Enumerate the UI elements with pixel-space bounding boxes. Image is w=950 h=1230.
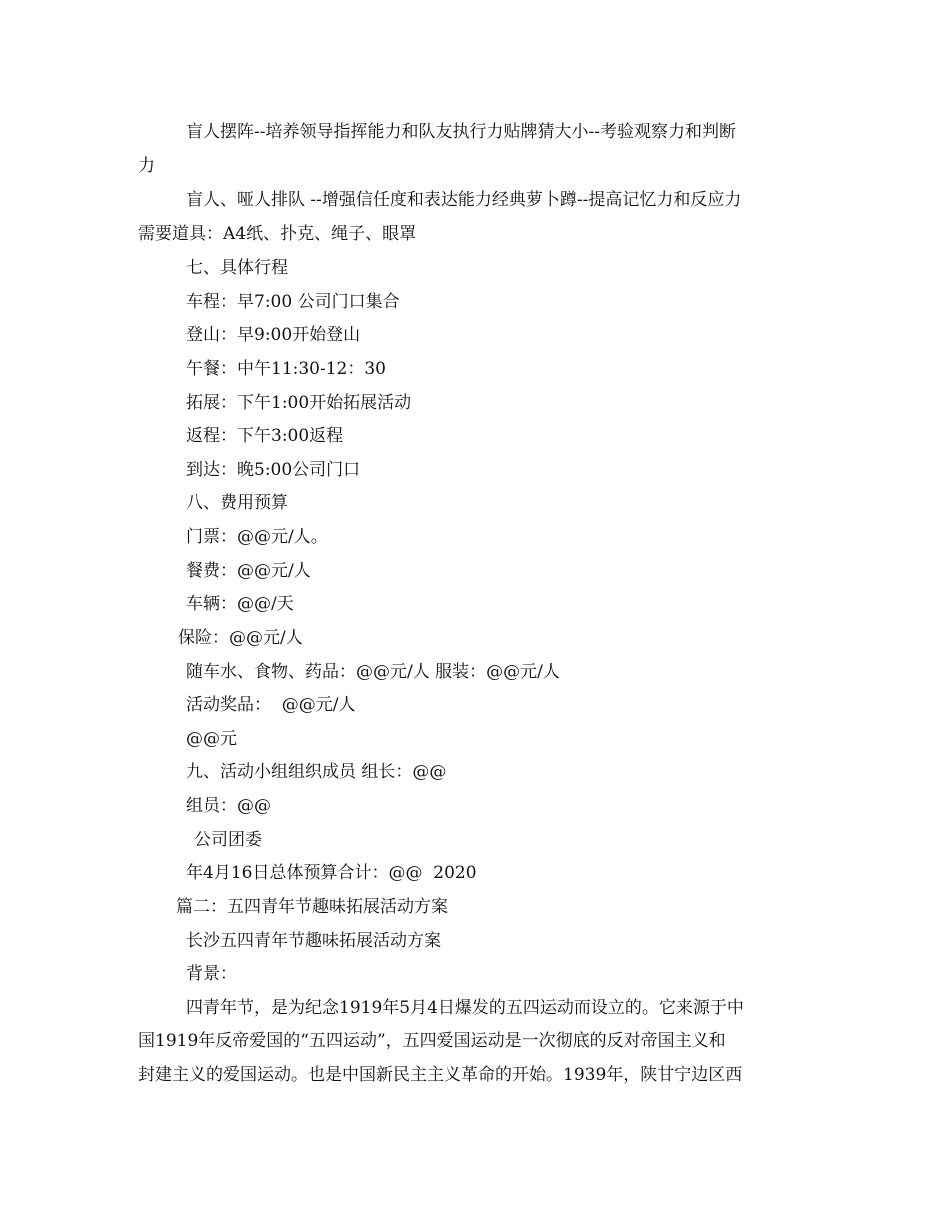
text-line: 活动奖品： @@元/人 (186, 695, 356, 715)
text-line: 封建主义的爱国运动。也是中国新民主主义革命的开始。1939年，陕甘宁边区西 (138, 1065, 743, 1085)
section-heading: 八、费用预算 (186, 493, 288, 513)
text-line: 国1919年反帝爱国的“五四运动”，五四爱国运动是一次彻底的反对帝国主义和 (138, 1031, 726, 1051)
text-line: 年4月16日总体预算合计：@@ 2020 (186, 863, 477, 883)
text-line: 组员：@@ (186, 796, 271, 816)
text-line: 盲人摆阵--培养领导指挥能力和队友执行力贴牌猜大小--考验观察力和判断 (186, 122, 736, 142)
text-line: 背景： (186, 964, 237, 984)
text-line: 拓展：下午1:00开始拓展活动 (186, 393, 412, 413)
text-line: 力 (138, 156, 155, 176)
text-line: @@元 (186, 729, 237, 749)
text-line: 到达：晚5:00公司门口 (186, 460, 361, 480)
text-line: 返程：下午3:00返程 (186, 426, 344, 446)
text-line: 保险：@@元/人 (178, 628, 303, 648)
text-line: 餐费：@@元/人 (186, 561, 311, 581)
section-heading: 篇二：五四青年节趣味拓展活动方案 (176, 897, 448, 917)
text-line: 盲人、哑人排队 --增强信任度和表达能力经典萝卜蹲--提高记忆力和反应力 (186, 190, 742, 210)
text-line: 四青年节，是为纪念1919年5月4日爆发的五四运动而设立的。它来源于中 (186, 998, 744, 1018)
text-line: 午餐：中午11:30-12：30 (186, 359, 386, 379)
text-line: 需要道具：A4纸、扑克、绳子、眼罩 (138, 224, 417, 244)
text-line: 车程：早7:00 公司门口集合 (186, 292, 400, 312)
text-line: 车辆：@@/天 (186, 594, 294, 614)
section-heading: 九、活动小组组织成员 组长：@@ (186, 762, 447, 782)
text-line: 登山：早9:00开始登山 (186, 325, 361, 345)
text-line: 长沙五四青年节趣味拓展活动方案 (186, 931, 441, 951)
text-line: 公司团委 (194, 830, 262, 850)
text-line: 随车水、食物、药品：@@元/人 服装：@@元/人 (186, 662, 560, 682)
text-line: 门票：@@元/人。 (186, 527, 328, 547)
section-heading: 七、具体行程 (186, 258, 288, 278)
